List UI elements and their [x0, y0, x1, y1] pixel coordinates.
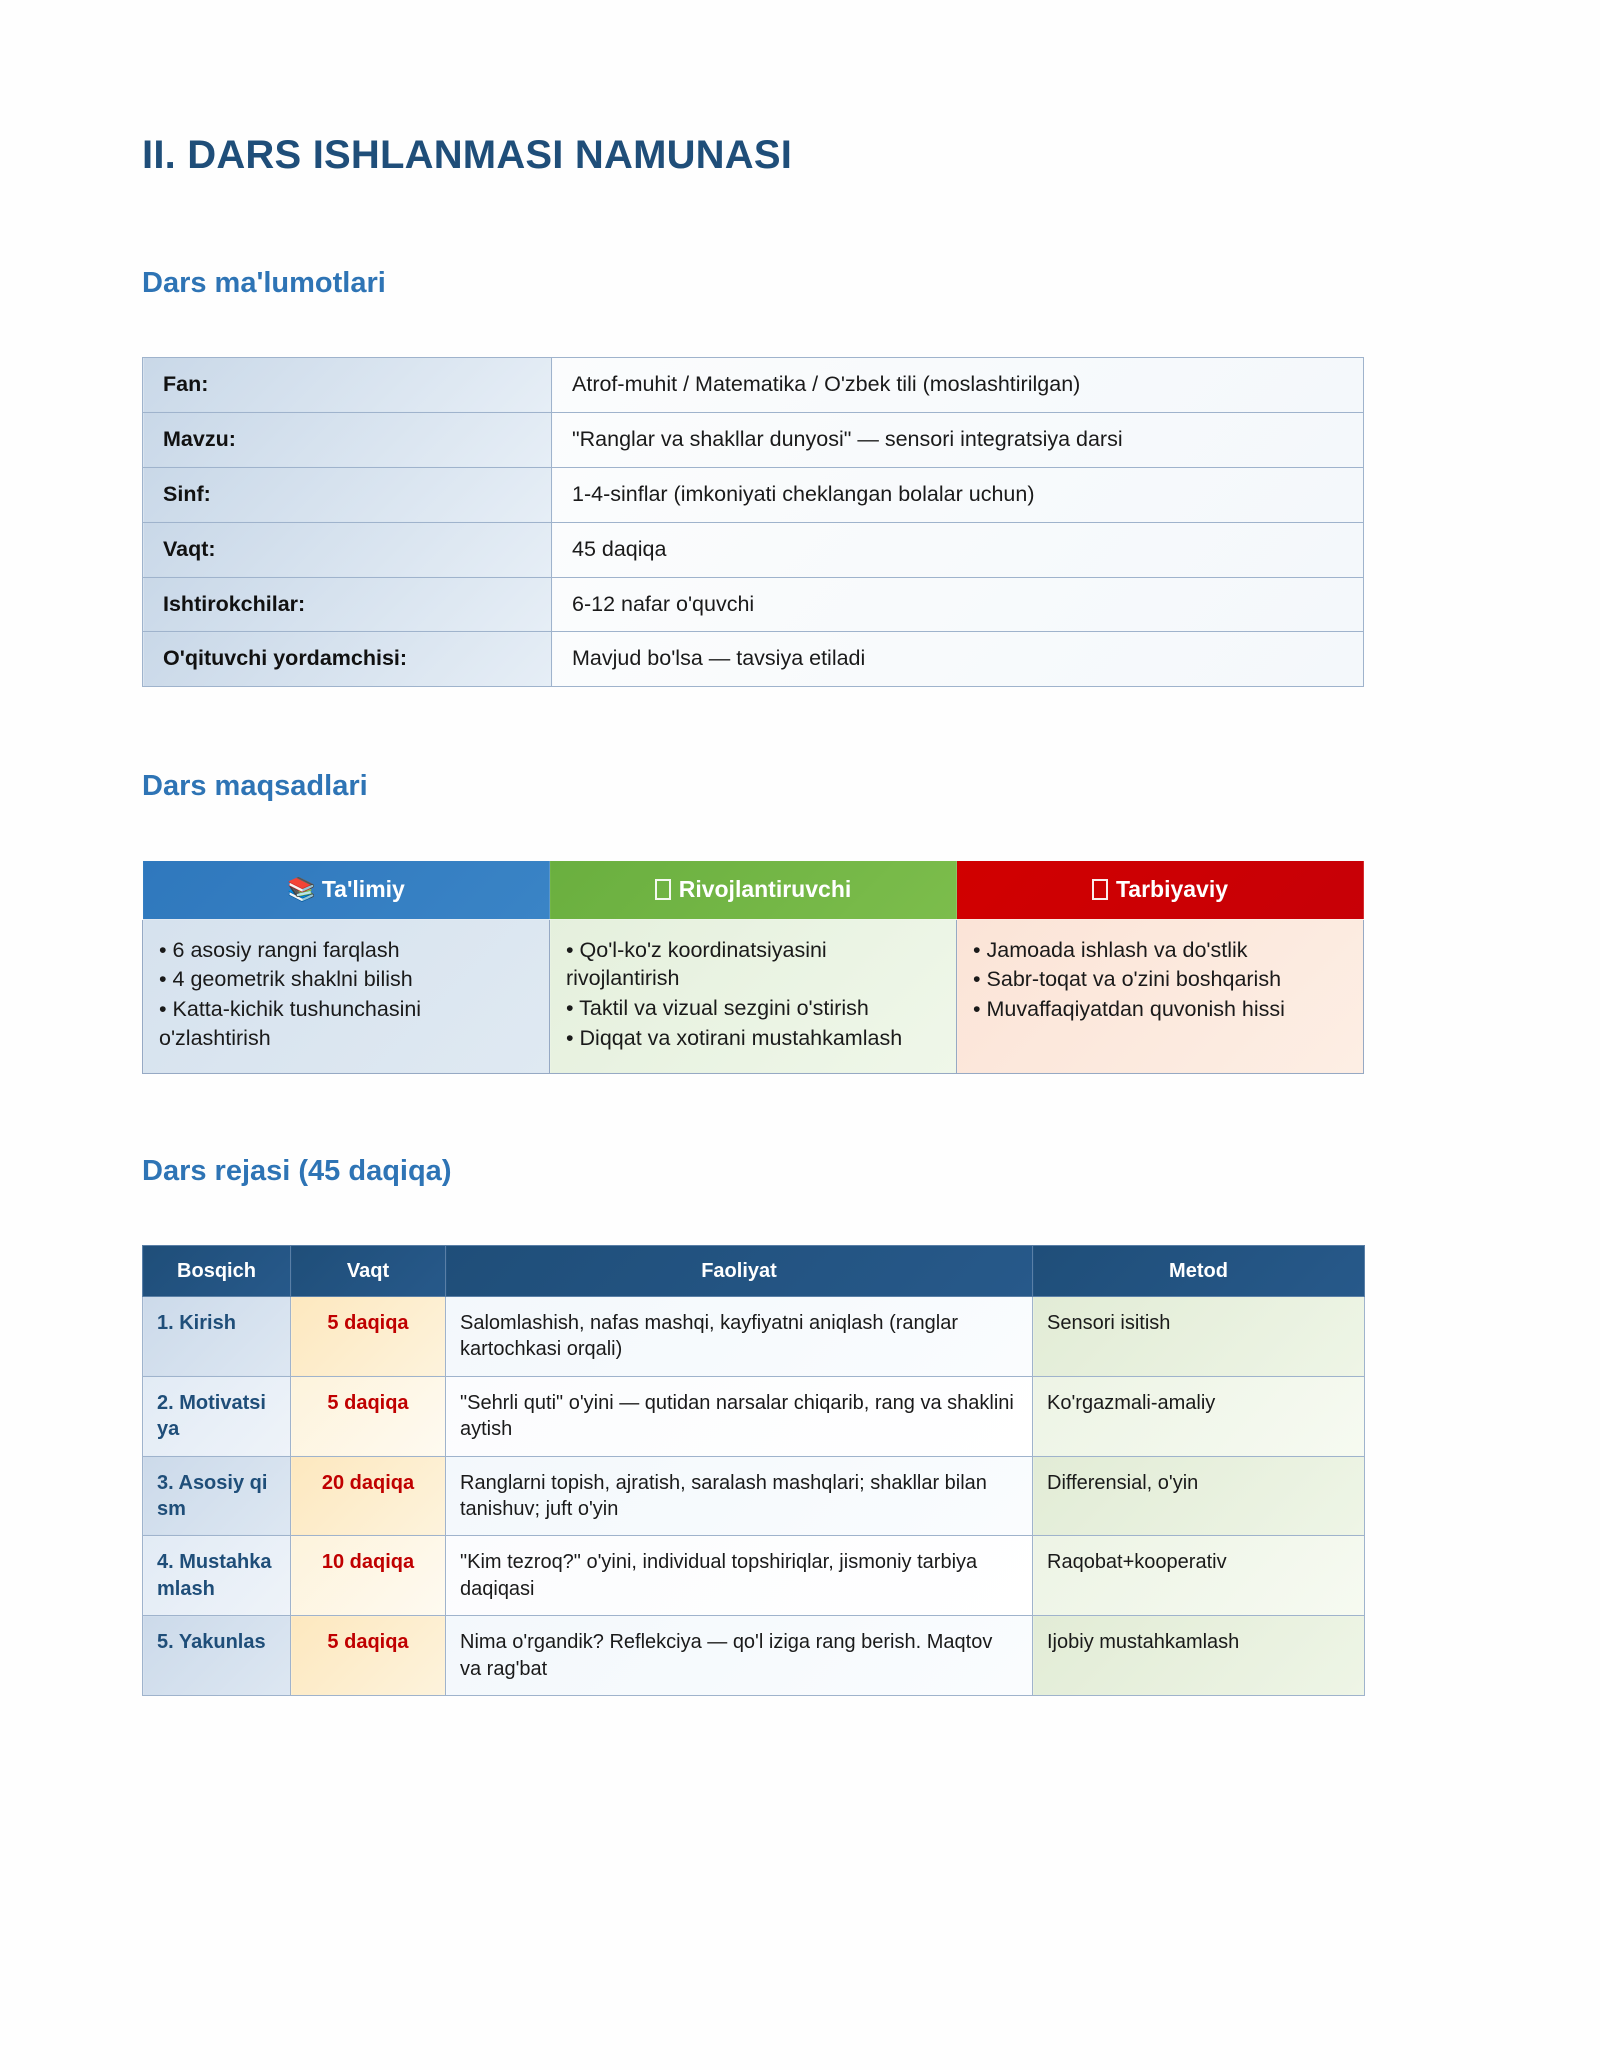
document-content: [142, 132, 1364, 1696]
table-row: [143, 522, 1364, 577]
plan-cell-stage: 5. Yakunlas: [143, 1616, 291, 1696]
plan-cell-activity: "Sehrli quti" o'yini — qutidan narsalar chiqarib, rang va shaklini aytish: [446, 1376, 1033, 1456]
plan-cell-activity: "Kim tezroq?" o'yini, individual topshiriqlar, jismoniy tarbiya daqiqasi: [446, 1536, 1033, 1616]
spacer: [142, 687, 1364, 769]
plan-header-time: Vaqt: [291, 1245, 446, 1296]
plan-header-stage: Bosqich: [143, 1245, 291, 1296]
info-value: "Ranglar va shakllar dunyosi" — sensori integratsiya darsi: [552, 412, 1364, 467]
table-header-row: [143, 861, 1364, 920]
lesson-goals-table: [142, 860, 1364, 1074]
plan-cell-method: Sensori isitish: [1033, 1296, 1365, 1376]
lesson-plan-table: [142, 1245, 1365, 1696]
info-value: 6-12 nafar o'quvchi: [552, 577, 1364, 632]
plan-cell-stage: 1. Kirish: [143, 1296, 291, 1376]
info-label: Vaqt:: [143, 522, 552, 577]
page-title: II. DARS ISHLANMASI NAMUNASI: [142, 133, 793, 177]
plan-cell-stage: 2. Motivatsiya: [143, 1376, 291, 1456]
books-icon: 📚: [287, 876, 316, 903]
list-item: • Qo'l-ko'z koordinatsiyasini rivojlantirish: [566, 936, 940, 993]
table-row: [143, 412, 1364, 467]
plan-cell-method: Differensial, o'yin: [1033, 1456, 1365, 1536]
spacer: [142, 804, 1364, 860]
table-row: [143, 467, 1364, 522]
section-heading-info: Dars ma'lumotlari: [142, 267, 386, 299]
goals-list: [973, 936, 1347, 1024]
list-item: • Jamoada ishlash va do'stlik: [973, 936, 1347, 965]
info-label: O'qituvchi yordamchisi:: [143, 632, 552, 687]
plan-cell-time: 5 daqiqa: [291, 1376, 446, 1456]
goals-header-nurturing: [957, 861, 1364, 920]
table-row: [143, 357, 1364, 412]
plan-cell-activity: Ranglarni topish, ajratish, saralash mashqlari; shakllar bilan tanishuv; juft o'yin: [446, 1456, 1033, 1536]
info-label: Fan:: [143, 357, 552, 412]
list-item: • Taktil va vizual sezgini o'stirish: [566, 994, 940, 1023]
section-heading-goals: Dars maqsadlari: [142, 770, 368, 803]
table-row: [143, 919, 1364, 1073]
plan-cell-time: 20 daqiqa: [291, 1456, 446, 1536]
plan-cell-stage: 4. Mustahkamlash: [143, 1536, 291, 1616]
goals-header-label: Tarbiyaviy: [1115, 876, 1229, 903]
goals-header-label: Rivojlantiruvchi: [678, 876, 852, 903]
goals-header-educational: [143, 861, 550, 920]
table-row: [143, 577, 1364, 632]
plan-cell-time: 5 daqiqa: [291, 1296, 446, 1376]
table-header-row: [143, 1245, 1365, 1296]
missing-glyph-icon: [655, 879, 671, 900]
plan-cell-method: Raqobat+kooperativ: [1033, 1536, 1365, 1616]
table-row: [143, 1456, 1365, 1536]
goals-list: [566, 936, 940, 1052]
list-item: • Muvaffaqiyatdan quvonish hissi: [973, 995, 1347, 1024]
list-item: • 4 geometrik shaklni bilish: [159, 965, 533, 994]
goals-cell-developmental: [550, 919, 957, 1073]
table-row: [143, 1536, 1365, 1616]
list-item: • Sabr-toqat va o'zini boshqarish: [973, 965, 1347, 994]
info-value: 45 daqiqa: [552, 522, 1364, 577]
spacer: [142, 178, 1364, 266]
goals-header-label: Ta'limiy: [321, 876, 405, 903]
list-item: • Katta-kichik tushunchasini o'zlashtirish: [159, 995, 533, 1052]
missing-glyph-icon: [1092, 879, 1108, 900]
goals-cell-educational: [143, 919, 550, 1073]
info-value: Atrof-muhit / Matematika / O'zbek tili (moslashtirilgan): [552, 357, 1364, 412]
section-heading-plan: Dars rejasi (45 daqiqa): [142, 1155, 452, 1188]
info-value: Mavjud bo'lsa — tavsiya etiladi: [552, 632, 1364, 687]
lesson-info-table: [142, 357, 1364, 688]
info-label: Ishtirokchilar:: [143, 577, 552, 632]
plan-cell-method: Ko'rgazmali-amaliy: [1033, 1376, 1365, 1456]
spacer: [142, 301, 1364, 357]
info-label: Sinf:: [143, 467, 552, 522]
table-row: [143, 1376, 1365, 1456]
goals-header-developmental: [550, 861, 957, 920]
list-item: • Diqqat va xotirani mustahkamlash: [566, 1024, 940, 1053]
plan-cell-time: 10 daqiqa: [291, 1536, 446, 1616]
list-item: • 6 asosiy rangni farqlash: [159, 936, 533, 965]
plan-cell-time: 5 daqiqa: [291, 1616, 446, 1696]
plan-cell-stage: 3. Asosiy qism: [143, 1456, 291, 1536]
table-row: [143, 1296, 1365, 1376]
table-row: [143, 1616, 1365, 1696]
table-row: [143, 632, 1364, 687]
plan-cell-activity: Salomlashish, nafas mashqi, kayfiyatni aniqlash (ranglar kartochkasi orqali): [446, 1296, 1033, 1376]
plan-cell-method: Ijobiy mustahkamlash: [1033, 1616, 1365, 1696]
info-label: Mavzu:: [143, 412, 552, 467]
spacer: [142, 1189, 1364, 1245]
info-value: 1-4-sinflar (imkoniyati cheklangan bolalar uchun): [552, 467, 1364, 522]
plan-header-method: Metod: [1033, 1245, 1365, 1296]
plan-cell-activity: Nima o'rgandik? Reflekciya — qo'l iziga rang berish. Maqtov va rag'bat: [446, 1616, 1033, 1696]
goals-cell-nurturing: [957, 919, 1364, 1073]
spacer: [142, 1074, 1364, 1154]
plan-header-activity: Faoliyat: [446, 1245, 1033, 1296]
goals-list: [159, 936, 533, 1052]
